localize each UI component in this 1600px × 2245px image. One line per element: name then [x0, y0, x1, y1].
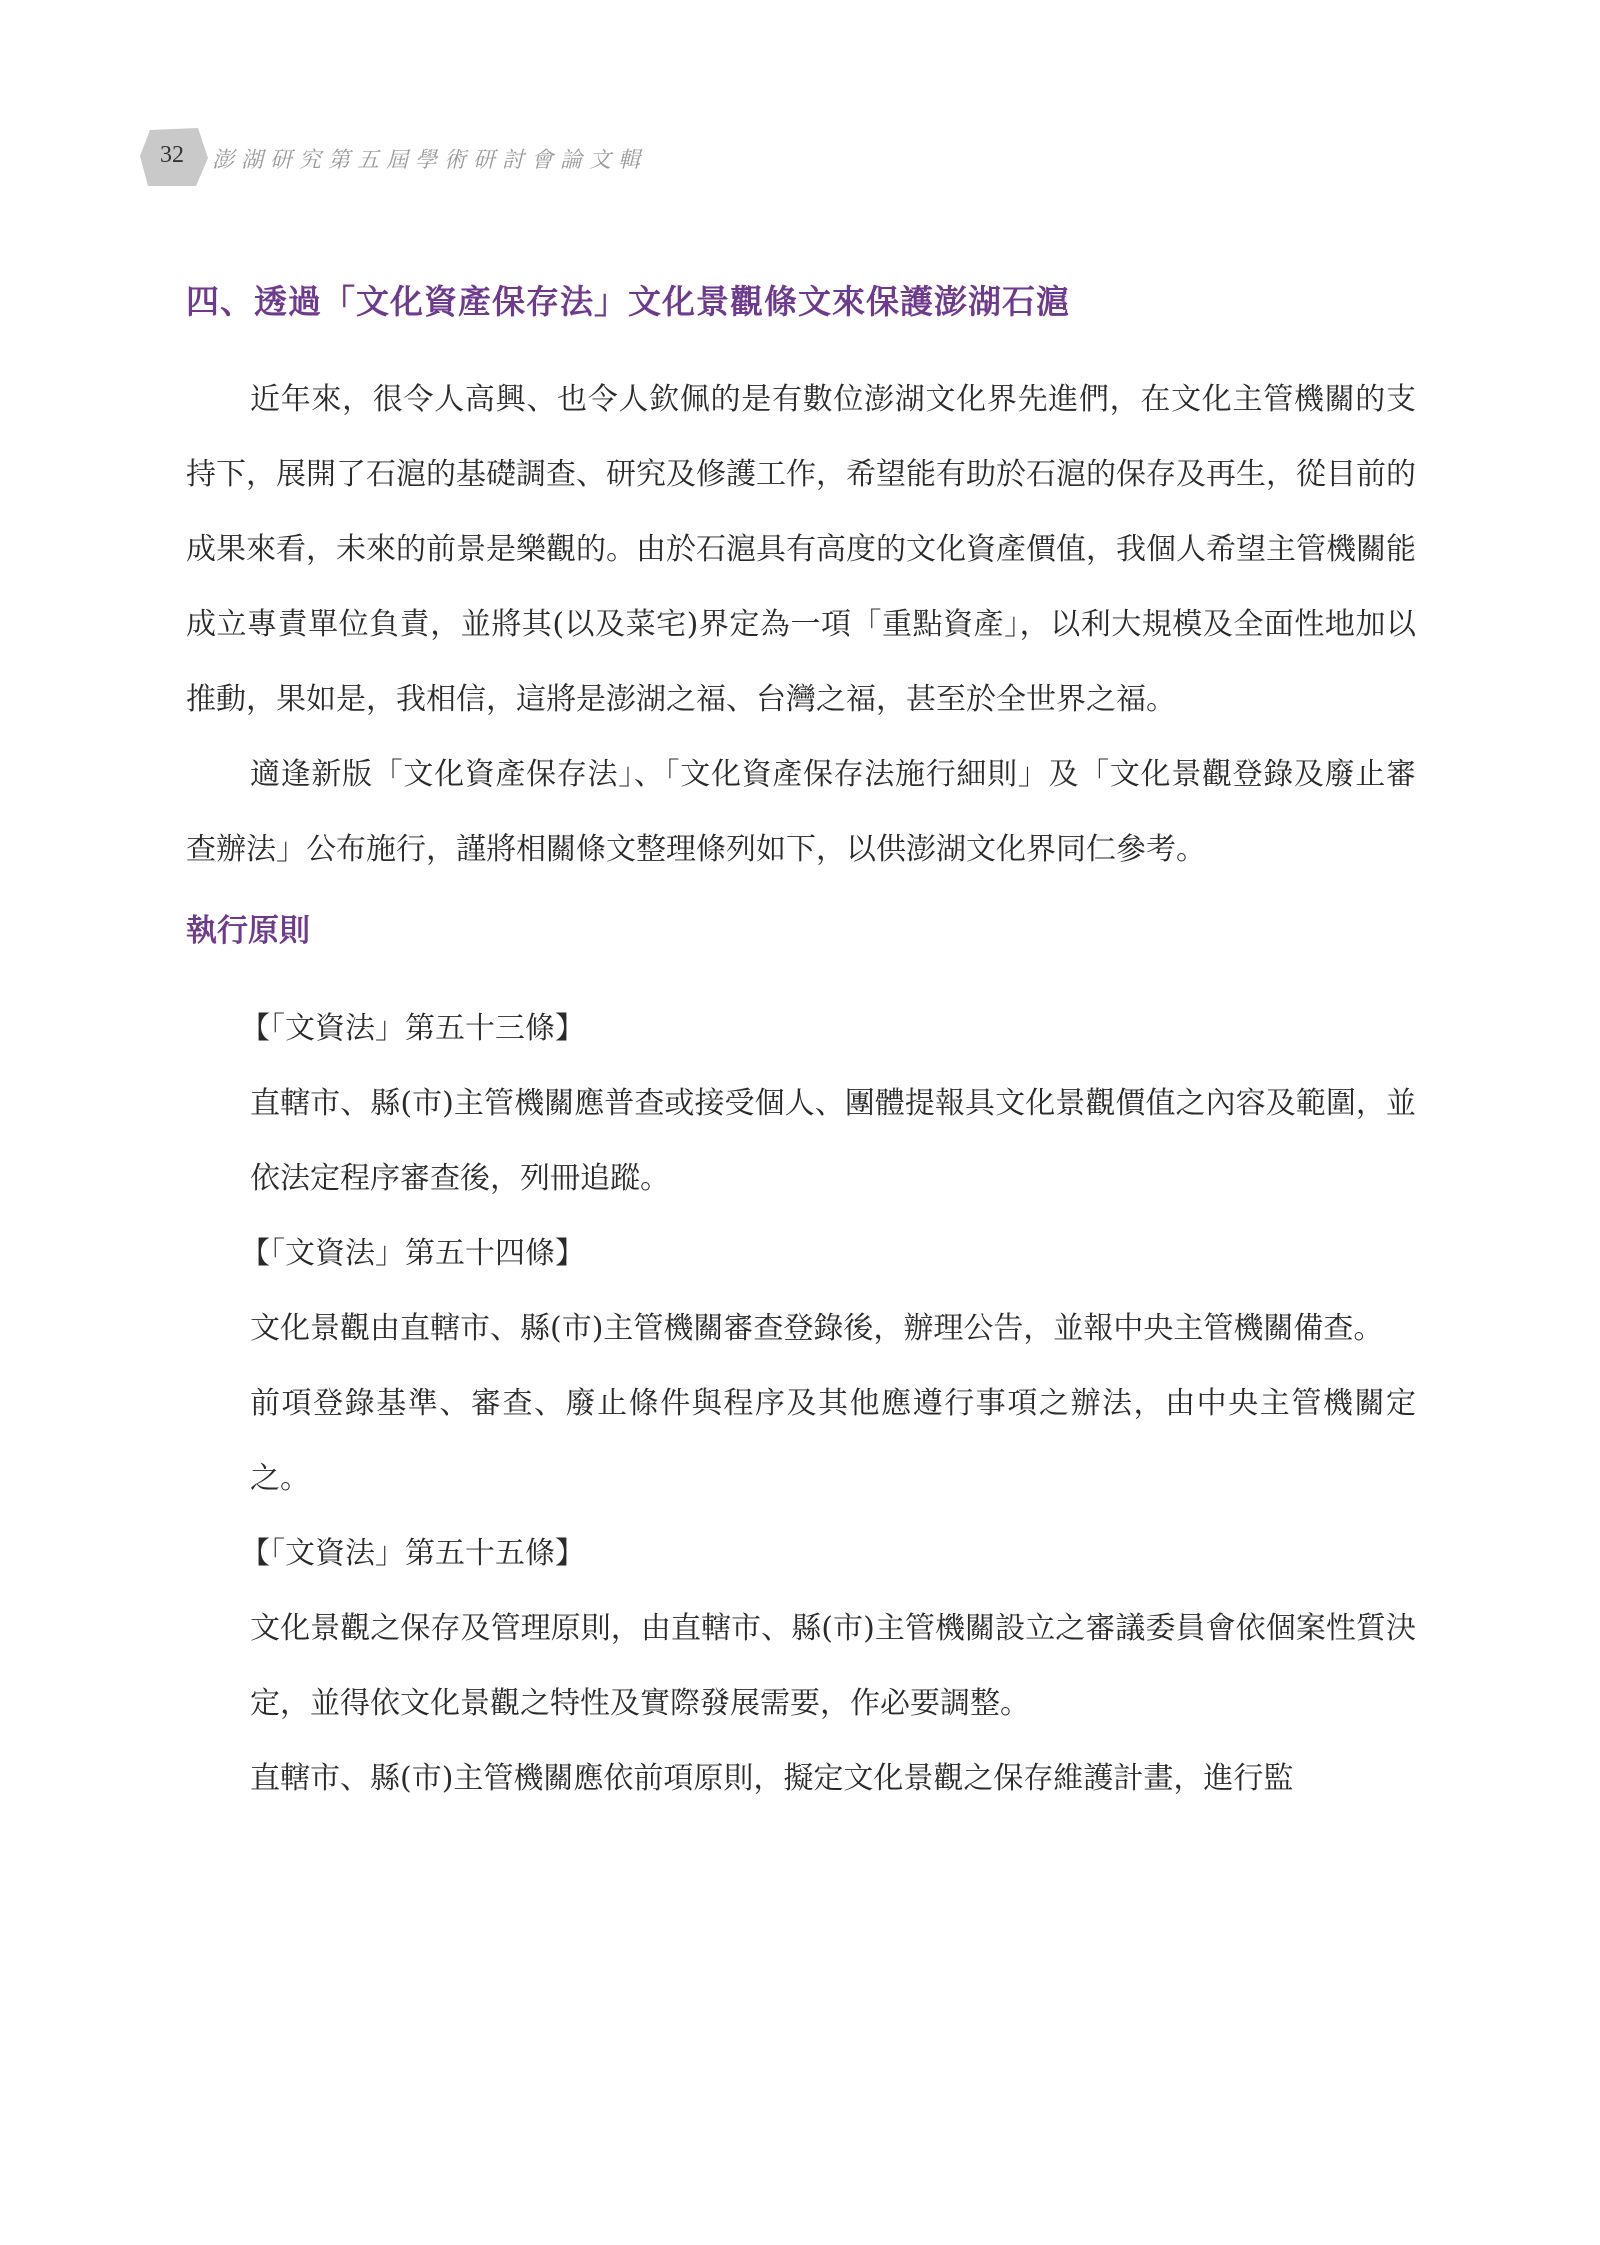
article-text: 直轄市、縣(市)主管機關應普查或接受個人、團體提報具文化景觀價值之內容及範圍，並依法定程序審查後，列冊追蹤。 [250, 1086, 1416, 1196]
article-text: 文化景觀由直轄市、縣(市)主管機關審查登錄後，辦理公告，並報中央主管機關備查。 [250, 1311, 1384, 1346]
page-number: 32 [160, 142, 184, 168]
journal-title: 澎湖研究第五屆學術研討會論文輯 [212, 148, 648, 173]
article-text: 前項登錄基準、審查、廢止條件與程序及其他應遵行事項之辦法，由中央主管機關定之。 [250, 1386, 1416, 1496]
article-label: 【「文資法」第五十三條】 [240, 1011, 585, 1046]
page-number-badge [140, 128, 210, 188]
page-content [186, 272, 1416, 1816]
article-label: 【「文資法」第五十五條】 [240, 1536, 585, 1571]
principles-heading: 執行原則 [186, 913, 310, 949]
article-text: 文化景觀之保存及管理原則，由直轄市、縣(市)主管機關設立之審議委員會依個案性質決定，並得依文化景觀之特性及實際發展需要，作必要調整。 [250, 1611, 1416, 1721]
body-paragraph-1: 近年來，很令人高興、也令人欽佩的是有數位澎湖文化界先進們，在文化主管機關的支持下，展開了石滬的基礎調查、研究及修護工作，希望能有助於石滬的保存及再生，從目前的成果來看，未來的前景是樂觀的。由於石滬具有高度的文化資產價值，我個人希望主管機關能成立專責單位負責，並將其(以及菜宅)界定為一項「重點資產」，以利大規模及全面性地加以推動，果如是，我相信，這將是澎湖之福、台灣之福，甚至於全世界之福。 [186, 382, 1416, 717]
running-header [140, 128, 840, 188]
article-label: 【「文資法」第五十四條】 [240, 1236, 585, 1271]
section-heading: 四、透過「文化資產保存法」文化景觀條文來保護澎湖石滬 [186, 282, 1070, 321]
article-text: 直轄市、縣(市)主管機關應依前項原則，擬定文化景觀之保存維護計畫，進行監 [250, 1761, 1294, 1796]
body-paragraph-2: 適逢新版「文化資產保存法」、「文化資產保存法施行細則」及「文化景觀登錄及廢止審查辦法」公布施行，謹將相關條文整理條列如下，以供澎湖文化界同仁參考。 [186, 757, 1416, 867]
article-list [186, 991, 1416, 1816]
